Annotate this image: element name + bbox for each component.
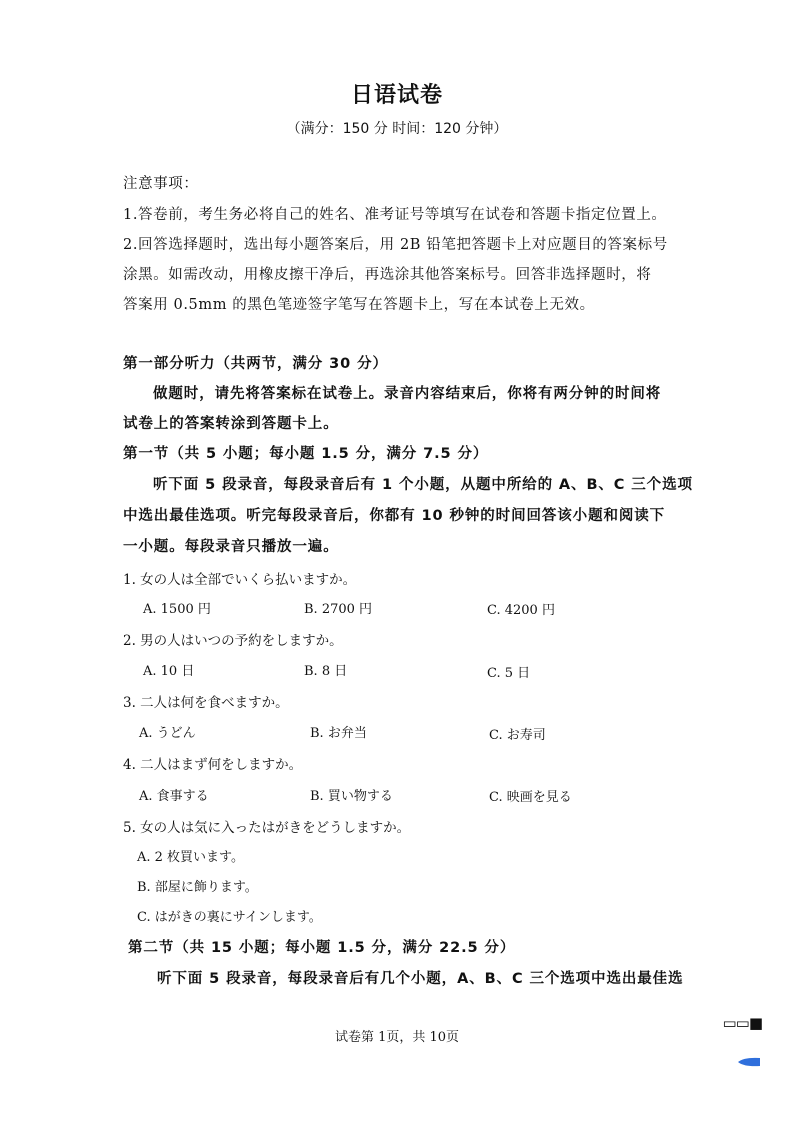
notice-line: 1.答卷前，考生务必将自己的姓名、准考证号等填写在试卷和答题卡指定位置上。 [123,207,667,223]
section1-intro: 一小题。每段录音只播放一遍。 [123,539,339,555]
option-c: C. お寿司 [489,728,546,743]
notice-line: 答案用 0.5mm 的黑色笔迹签字笔写在答题卡上，写在本试卷上无效。 [123,297,595,313]
section2-intro: 听下面 5 段录音，每段录音后有几个小题，A、B、C 三个选项中选出最佳选 [157,971,684,987]
part1-heading: 第一部分听力（共两节，满分 30 分） [123,356,388,372]
notice-heading: 注意事项： [123,176,199,192]
option-a: A. 10 日 [143,664,195,679]
blue-tab-icon [736,1053,762,1072]
option-c: C. 映画を見る [489,790,572,805]
question-text: 5. 女の人は気に入ったはがきをどうしますか。 [123,820,411,836]
option-b: B. お弁当 [310,726,367,741]
page-footer: 试卷第 1页，共 10页 [334,1030,460,1045]
option-c: C. 4200 円 [487,603,555,618]
option-b: B. 部屋に飾ります。 [137,880,258,895]
question-text: 1. 女の人は全部でいくら払いますか。 [123,572,357,588]
part1-intro: 试卷上的答案转涂到答题卡上。 [123,416,339,432]
option-b: B. 2700 円 [304,602,373,617]
option-a: A. 食事する [139,789,209,804]
section2-heading: 第二节（共 15 小题；每小题 1.5 分，满分 22.5 分） [128,940,516,956]
notice-line: 涂黑。如需改动，用橡皮擦干净后，再选涂其他答案标号。回答非选择题时，将 [123,267,652,283]
page-title: 日语试卷 [350,83,443,108]
option-a: A. 2 枚買います。 [137,850,245,865]
option-a: A. うどん [139,726,196,741]
question-text: 2. 男の人はいつの予約をしますか。 [123,633,343,649]
option-c: C. はがきの裏にサインします。 [137,910,322,925]
part1-intro: 做题时，请先将答案标在试卷上。录音内容结束后，你将有两分钟的时间将 [153,386,662,402]
section1-intro: 听下面 5 段录音，每段录音后有 1 个小题，从题中所给的 A、B、C 三个选项 [153,477,693,493]
question-text: 3. 二人は何を食べますか。 [123,695,289,711]
exam-info: （满分：150 分 时间：120 分钟） [286,121,508,137]
option-a: A. 1500 円 [143,602,211,617]
section1-intro: 中选出最佳选项。听完每段录音后，你都有 10 秒钟的时间回答该小题和阅读下 [123,508,666,524]
option-b: B. 8 日 [304,664,348,679]
corner-marks-icon: ▭▭■ [722,1014,762,1032]
option-b: B. 買い物する [310,789,393,804]
question-text: 4. 二人はまず何をしますか。 [123,757,303,773]
section1-heading: 第一节（共 5 小题；每小题 1.5 分，满分 7.5 分） [123,446,489,462]
option-c: C. 5 日 [487,666,531,681]
notice-line: 2.回答选择题时，选出每小题答案后，用 2B 铅笔把答题卡上对应题目的答案标号 [123,237,668,253]
